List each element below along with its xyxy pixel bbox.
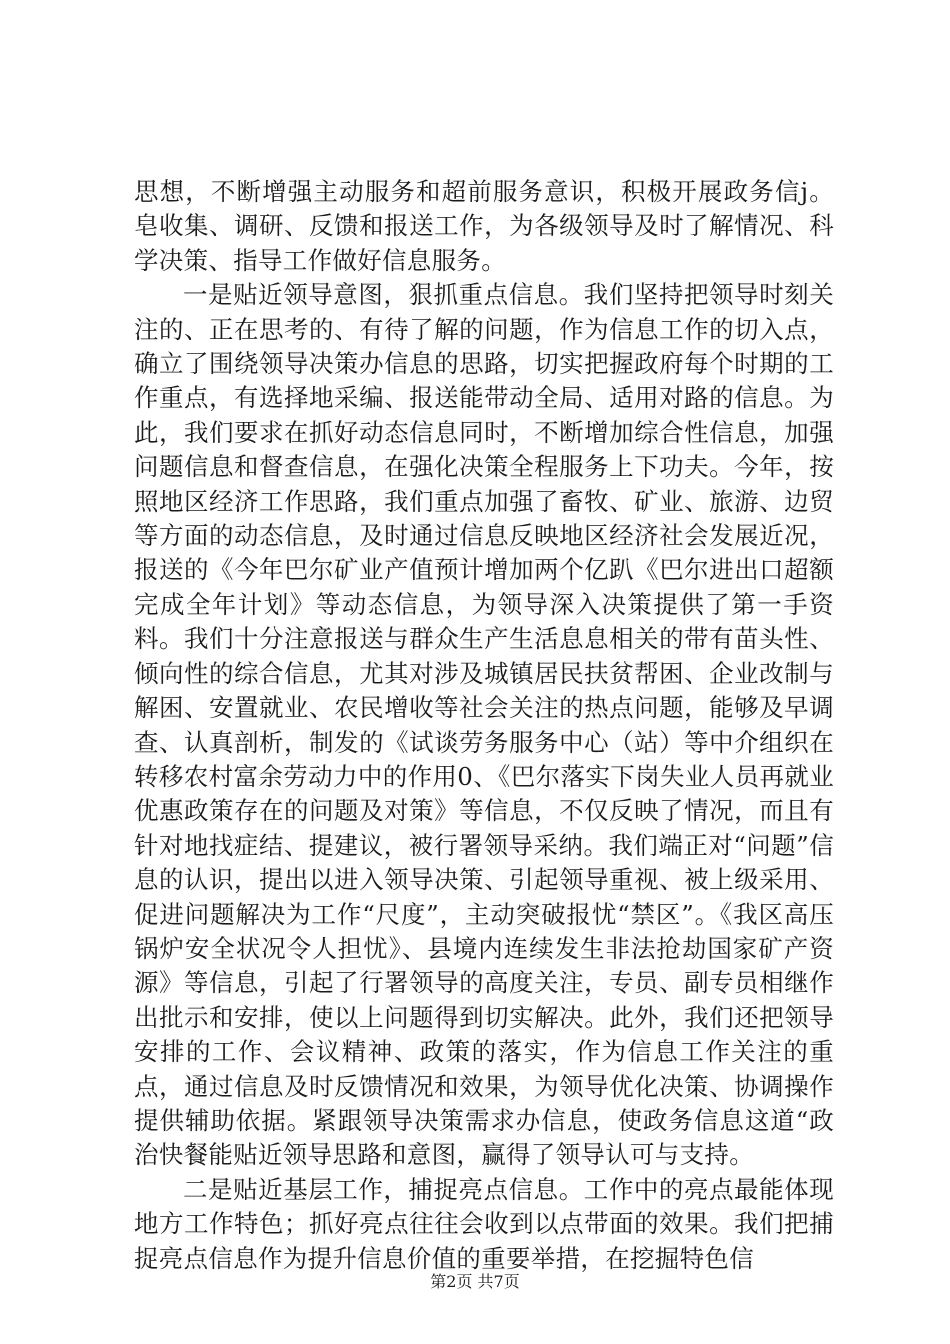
paragraph-2: 一是贴近领导意图，狠抓重点信息。我们坚持把领导时刻关注的、正在思考的、有待了解的问题，作为信息工作的切入点，确立了围绕领导决策办信息的思路，切实把握政府每个时期的工作重点，有选择地采编、报送能带动全局、适用对路的信息。为此，我们要求在抓好动态信息同时，不断增加综合性信息，加强问题信息和督查信息，在强化决策全程服务上下功夫。今年，按照地区经济工作思路，我们重点加强了畜牧、矿业、旅游、边贸等方面的动态信息，及时通过信息反映地区经济社会发展近况，报送的《今年巴尔矿业产值预计增加两个亿趴《巴尔进出口超额完成全年计划》等动态信息，为领导深入决策提供了第一手资料。我们十分注意报送与群众生产生活息息相关的带有苗头性、倾向性的综合信息，尤其对涉及城镇居民扶贫帮困、企业改制与解困、安置就业、农民增收等社会关注的热点问题，能够及早调查、认真剖析，制发的《试谈劳务服务中心（站）等中介组织在转移农村富余劳动力中的作用0、《巴尔落实下岗失业人员再就业优惠政策存在的问题及对策》等信息，不仅反映了情况，而且有针对地找症结、提建议，被行署领导采纳。我们端正对“问题”信息的认识，提出以进入领导决策、引起领导重视、被上级采用、促进问题解决为工作“尺度”，主动突破报忧“禁区”。《我区高压锅炉安全状况令人担忧》、县境内连续发生非法抢劫国家矿产资源》等信息，引起了行署领导的高度关注，专员、副专员相继作出批示和安排，使以上问题得到切实解决。此外，我们还把领导安排的工作、会议精神、政策的落实，作为信息工作关注的重点，通过信息及时反馈情况和效果，为领导优化决策、协调操作提供辅助依据。紧跟领导决策需求办信息，使政务信息这道“政治快餐能贴近领导思路和意图，赢得了领导认可与支持。 — [134, 280, 835, 1170]
paragraph-1: 思想，不断增强主动服务和超前服务意识，积极开展政务信j。皂收集、调研、反馈和报送工作，为各级领导及时了解情况、科学决策、指导工作做好信息服务。 — [134, 177, 834, 275]
document-body — [134, 175, 834, 1276]
paragraph-3: 二是贴近基层工作，捕捉亮点信息。工作中的亮点最能体现地方工作特色；抓好亮点往往会收到以点带面的效果。我们把捕捉亮点信息作为提升信息价值的重要举措，在挖掘特色信 — [134, 1174, 834, 1273]
page-footer: 第2页 共7页 — [430, 1272, 520, 1291]
